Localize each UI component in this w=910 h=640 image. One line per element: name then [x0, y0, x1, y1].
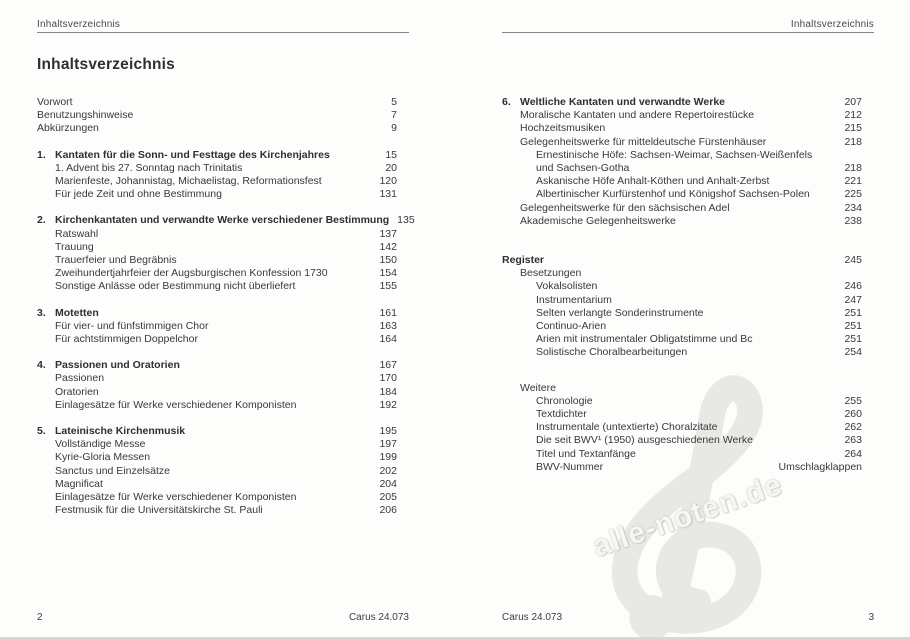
- toc-entry-label: Passionen: [55, 372, 105, 385]
- toc-row: [37, 333, 397, 346]
- toc-row: [502, 149, 862, 162]
- toc-row: [502, 254, 862, 267]
- toc-entry-page: 225: [844, 188, 862, 201]
- toc-row: [37, 214, 415, 227]
- toc-entry-label: Continuo-Arien: [536, 320, 607, 333]
- toc-entry-label: Vollständige Messe: [55, 438, 146, 451]
- toc-entry-page: 184: [379, 385, 397, 398]
- toc-entry-page: 234: [844, 201, 862, 214]
- toc-row: [37, 478, 397, 491]
- toc-row: [502, 395, 862, 408]
- toc-entry-page: 215: [844, 122, 862, 135]
- toc-list-right: [502, 96, 862, 474]
- imprint-right: Carus 24.073: [502, 612, 563, 623]
- header-rule-left: [37, 32, 409, 33]
- toc-row: [37, 280, 397, 293]
- toc-row: [502, 346, 862, 359]
- toc-row: [502, 461, 862, 474]
- toc-entry-number: 2.: [37, 214, 46, 227]
- toc-entry-page: 251: [844, 306, 862, 319]
- toc-entry-page: 161: [379, 306, 397, 319]
- toc-entry-page: 247: [844, 293, 862, 306]
- toc-row: [37, 241, 397, 254]
- toc-entry-number: 1.: [37, 148, 46, 161]
- toc-row: [37, 109, 397, 122]
- toc-entry-label: Für vier- und fünfstimmigen Chor: [55, 319, 209, 332]
- toc-entry-label: Gelegenheitswerke für mitteldeutsche Fürstenhäuser: [520, 135, 767, 148]
- toc-entry-page: 167: [379, 359, 397, 372]
- toc-entry-page: 221: [844, 175, 862, 188]
- toc-row: [37, 188, 397, 201]
- toc-entry-page: 246: [844, 280, 862, 293]
- page-number-left: 2: [37, 612, 43, 623]
- toc-entry-label: Weltliche Kantaten und verwandte Werke: [520, 96, 725, 108]
- toc-entry-number: 3.: [37, 306, 46, 319]
- toc-row: [502, 448, 862, 461]
- toc-entry-label: Passionen und Oratorien: [55, 359, 180, 372]
- toc-entry-page: 120: [379, 175, 397, 188]
- toc-entry-label: BWV-Nummer: [536, 460, 604, 473]
- running-header-left: Inhaltsverzeichnis: [37, 19, 121, 30]
- toc-row: [37, 228, 397, 241]
- toc-row: [37, 451, 397, 464]
- toc-entry-page: 205: [379, 491, 397, 504]
- toc-entry-label: Kirchenkantaten und verwandte Werke verschiedener Bestimmung: [55, 214, 390, 227]
- toc-entry-label: Magnificat: [55, 477, 103, 490]
- toc-entry-label: Instrumentarium: [536, 293, 612, 306]
- toc-entry-page: 251: [844, 333, 862, 346]
- toc-row: [37, 122, 397, 135]
- toc-entry-page: 9: [391, 122, 397, 135]
- toc-entry-label: Ratswahl: [55, 227, 99, 240]
- toc-entry-label: Trauerfeier und Begräbnis: [55, 254, 177, 267]
- toc-entry-page: 163: [379, 319, 397, 332]
- toc-entry-page: 5: [391, 96, 397, 108]
- toc-entry-label: Instrumentale (untextierte) Choralzitate: [536, 421, 718, 434]
- toc-entry-label: Festmusik für die Universitätskirche St. Pauli: [55, 504, 263, 517]
- toc-row: [502, 382, 862, 395]
- toc-entry-label: 1. Advent bis 27. Sonntag nach Trinitatis: [55, 161, 243, 174]
- toc-row: [37, 320, 397, 333]
- toc-entry-label: Oratorien: [55, 385, 99, 398]
- toc-entry-label: Weitere: [520, 381, 556, 394]
- toc-entry-label: Register: [502, 254, 545, 267]
- toc-row: [502, 333, 862, 346]
- toc-row: [502, 320, 862, 333]
- toc-entry-page: 195: [379, 425, 397, 438]
- toc-entry-label: Chronologie: [536, 394, 593, 407]
- toc-row: [37, 438, 397, 451]
- toc-entry-page: 155: [379, 280, 397, 293]
- toc-entry-page: 164: [379, 333, 397, 346]
- toc-entry-label: Trauung: [55, 240, 94, 253]
- toc-row: [502, 202, 862, 215]
- page-left: [37, 0, 415, 640]
- toc-entry-page: 263: [844, 434, 862, 447]
- toc-row: [502, 96, 862, 109]
- imprint-left: Carus 24.073: [348, 612, 409, 623]
- running-header-right: Inhaltsverzeichnis: [790, 19, 874, 30]
- toc-entry-label: Solistische Choralbearbeitungen: [536, 346, 688, 359]
- toc-entry-label: Motetten: [55, 306, 99, 319]
- toc-entry-page: 170: [379, 372, 397, 385]
- toc-entry-page: 254: [844, 346, 862, 359]
- toc-entry-label: Besetzungen: [520, 267, 582, 280]
- toc-row: [502, 136, 862, 149]
- page-number-right: 3: [868, 612, 874, 623]
- toc-entry-label: Vokalsolisten: [536, 280, 598, 293]
- toc-entry-label: Kantaten für die Sonn- und Festtage des Kirchenjahres: [55, 148, 330, 161]
- toc-entry-page: 197: [379, 438, 397, 451]
- toc-entry-label: und Sachsen-Gotha: [536, 162, 630, 175]
- toc-row: [502, 434, 862, 447]
- toc-row: [502, 267, 862, 280]
- toc-entry-label: Zweihundertjahrfeier der Augsburgischen Konfession 1730: [55, 267, 328, 280]
- toc-entry-label: Einlagesätze für Werke verschiedener Komponisten: [55, 398, 297, 411]
- toc-row: [502, 421, 862, 434]
- toc-entry-page: 218: [844, 162, 862, 175]
- toc-row: [37, 465, 397, 478]
- toc-entry-label: Einlagesätze für Werke verschiedener Komponisten: [55, 491, 297, 504]
- toc-row: [502, 215, 862, 228]
- toc-row: [37, 359, 397, 372]
- toc-entry-label: Gelegenheitswerke für den sächsischen Adel: [520, 201, 730, 214]
- toc-row: [502, 162, 862, 175]
- toc-row: [37, 96, 397, 109]
- toc-entry-label: Askanische Höfe Anhalt-Köthen und Anhalt-Zerbst: [536, 175, 770, 188]
- toc-entry-page: 207: [844, 96, 862, 108]
- watermark-text: alle-noten.de: [588, 467, 787, 564]
- toc-entry-page: 131: [379, 188, 397, 201]
- toc-row: [502, 109, 862, 122]
- toc-entry-page: 154: [379, 267, 397, 280]
- toc-entry-label: Abkürzungen: [37, 122, 99, 135]
- toc-row: [37, 491, 397, 504]
- toc-entry-page: 245: [844, 254, 862, 267]
- toc-entry-number: 4.: [37, 359, 46, 372]
- toc-entry-page: 206: [379, 504, 397, 517]
- toc-row: [37, 267, 397, 280]
- toc-row: [502, 188, 862, 201]
- toc-row: [37, 175, 397, 188]
- toc-row: [502, 122, 862, 135]
- toc-entry-label: Arien mit instrumentaler Obligatstimme und Bc: [536, 333, 753, 346]
- toc-row: [37, 149, 397, 162]
- toc-row: [37, 504, 397, 517]
- toc-entry-page: 255: [844, 394, 862, 407]
- toc-entry-page: 199: [379, 451, 397, 464]
- toc-entry-label: Ernestinische Höfe: Sachsen-Weimar, Sachsen-Weißenfels: [536, 148, 813, 161]
- toc-row: [502, 294, 862, 307]
- toc-row: [37, 425, 397, 438]
- toc-entry-page: 251: [844, 320, 862, 333]
- toc-entry-page: 15: [385, 148, 397, 161]
- toc-entry-page: 204: [379, 477, 397, 490]
- toc-entry-page: 135: [397, 214, 415, 227]
- toc-entry-page: 142: [379, 240, 397, 253]
- toc-row: [502, 175, 862, 188]
- toc-entry-page: 238: [844, 214, 862, 227]
- toc-entry-label: Akademische Gelegenheitswerke: [520, 214, 676, 227]
- toc-entry-page: Umschlagklappen: [778, 460, 862, 473]
- toc-row: [502, 408, 862, 421]
- toc-row: [37, 307, 397, 320]
- toc-entry-page: 192: [379, 398, 397, 411]
- toc-row: [37, 372, 397, 385]
- toc-list-left: [37, 96, 415, 517]
- toc-entry-label: Sonstige Anlässe oder Bestimmung nicht überliefert: [55, 280, 296, 293]
- toc-entry-label: Lateinische Kirchenmusik: [55, 425, 186, 438]
- toc-entry-label: Selten verlangte Sonderinstrumente: [536, 306, 704, 319]
- toc-row: [37, 254, 397, 267]
- toc-row: [37, 162, 397, 175]
- toc-row: [37, 399, 397, 412]
- toc-entry-label: Benutzungshinweise: [37, 109, 134, 122]
- toc-entry-page: 137: [379, 227, 397, 240]
- page-right: [502, 0, 874, 640]
- toc-entry-label: Für achtstimmigen Doppelchor: [55, 333, 198, 346]
- toc-row: [502, 307, 862, 320]
- toc-entry-label: Marienfeste, Johannistag, Michaelistag, Reformationsfest: [55, 175, 322, 188]
- toc-row: [37, 386, 397, 399]
- toc-entry-label: Die seit BWV¹ (1950) ausgeschiedenen Werke: [536, 434, 753, 447]
- toc-entry-page: 20: [385, 161, 397, 174]
- toc-entry-label: Albertinischer Kurfürstenhof und Königshof Sachsen-Polen: [536, 188, 810, 201]
- toc-entry-page: 212: [844, 109, 862, 122]
- toc-entry-page: 7: [391, 109, 397, 122]
- toc-entry-label: Kyrie-Gloria Messen: [55, 451, 151, 464]
- header-rule-right: [502, 32, 874, 33]
- toc-entry-label: Textdichter: [536, 408, 587, 421]
- toc-entry-number: 6.: [502, 96, 511, 108]
- toc-entry-label: Hochzeitsmusiken: [520, 122, 606, 135]
- toc-entry-page: 264: [844, 447, 862, 460]
- page-title: Inhaltsverzeichnis: [37, 56, 175, 73]
- toc-entry-number: 5.: [37, 425, 46, 438]
- toc-entry-label: Moralische Kantaten und andere Repertoirestücke: [520, 109, 755, 122]
- toc-entry-label: Titel und Textanfänge: [536, 447, 636, 460]
- toc-entry-page: 150: [379, 254, 397, 267]
- toc-entry-label: Für jede Zeit und ohne Bestimmung: [55, 188, 222, 201]
- toc-row: [502, 280, 862, 293]
- toc-entry-label: Vorwort: [37, 96, 73, 108]
- toc-entry-page: 218: [844, 135, 862, 148]
- toc-entry-page: 260: [844, 408, 862, 421]
- toc-entry-page: 262: [844, 421, 862, 434]
- toc-entry-label: Sanctus und Einzelsätze: [55, 464, 170, 477]
- toc-entry-page: 202: [379, 464, 397, 477]
